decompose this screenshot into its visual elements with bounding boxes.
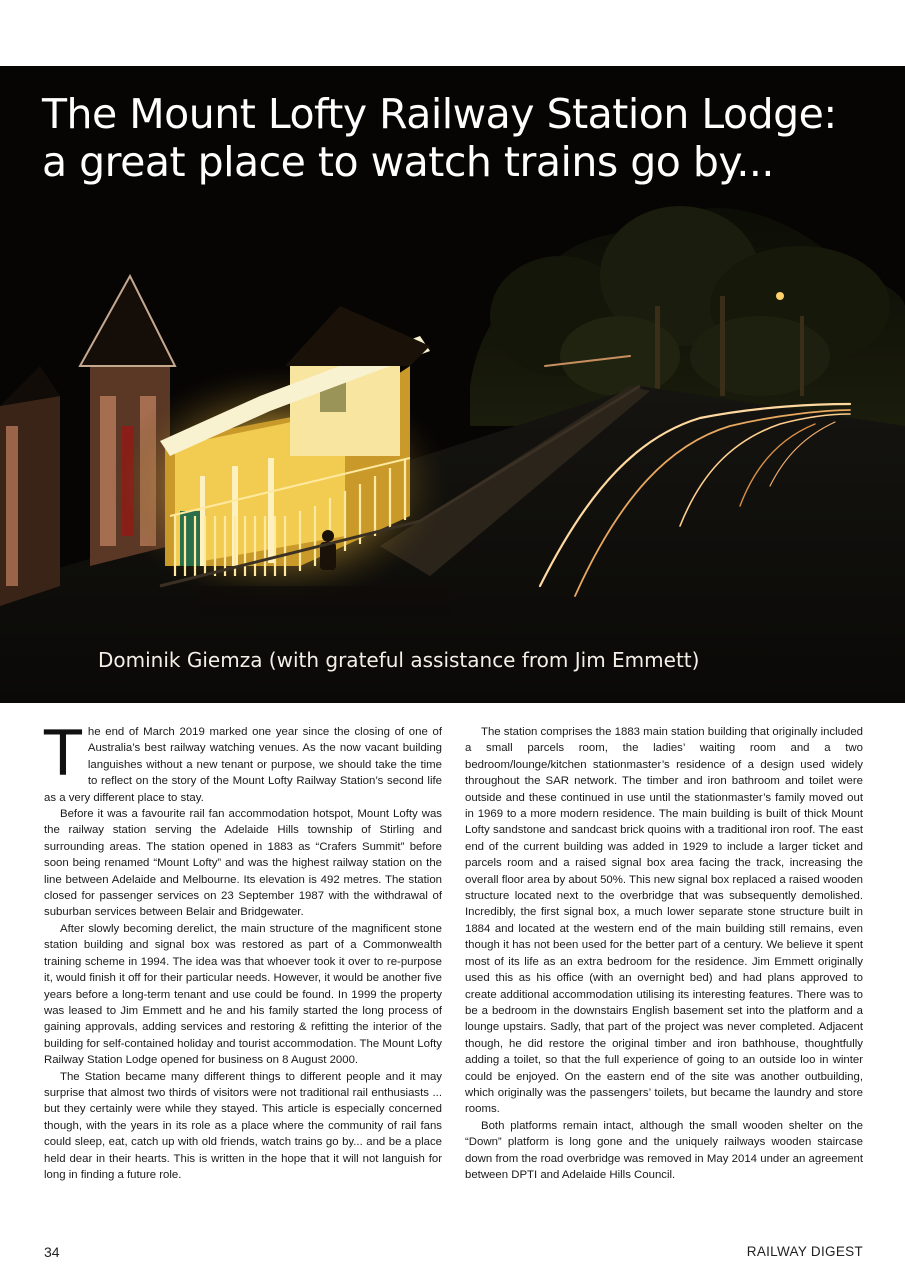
page-number: 34 <box>44 1244 60 1260</box>
headline-line-1: The Mount Lofty Railway Station Lodge: <box>42 90 837 138</box>
magazine-name: RAILWAY DIGEST <box>746 1244 863 1259</box>
paragraph-text: he end of March 2019 marked one year since the closing of one of Australia’s best railway watching venues. As the now vacant building languishes without a new tenant or purpose, we should take the time to reflect on the story of the Mount Lofty Railway Station’s second life as a very different place to stay. <box>44 726 442 804</box>
hero-photo <box>0 66 905 703</box>
author-byline: Dominik Giemza (with grateful assistance from Jim Emmett) <box>98 648 700 672</box>
headline-line-2: a great place to watch trains go by... <box>42 138 774 186</box>
paragraph: The station comprises the 1883 main station building that originally included a small parcels room, the ladies’ waiting room and a two bedroom/lounge/kitchen stationmaster’s residence of a design used widely throughout the SAR network. The timber and iron bathroom and toilet were outside and these continued in use until the stationmaster’s family moved out in 1969 to a more modern residence. The main building is built of thick Mount Lofty sandstone and sandcast brick quoins with a traditional iron roof. The east end of the current building was added in 1929 to include a larger ticket and parcels room and a raised signal box area facing the track, increasing the overall floor area by about 50%. This new signal box replaced a raised wooden structure located next to the overbridge that was subsequently demolished. Incredibly, the first signal box, a much lower separate stone structure built in 1884 and located at the western end of the main building still remains, even though it has not been used for the better part of a century. We believe it spent most of its life as an extra bedroom for the residence. Jim Emmett originally used this as his office (with an overnight bed) and had plans approved to create additional accommodation utilising its interesting features. There was to be a bedroom in the downstairs English basement set into the platform and a lounge upstairs. Sadly, that part of the project was never completed. Adjacent though, he did restore the original timber and iron bathhouse, thoughtfully adding a toilet, so that the full experience of going to an outside loo in winter could be enjoyed. On the eastern end of the site was another outbuilding, which originally was the passengers’ toilets, but became the laundry and store rooms. <box>465 726 863 1116</box>
article-headline <box>42 90 837 186</box>
paragraph: Before it was a favourite rail fan accommodation hotspot, Mount Lofty was the railway station serving the Adelaide Hills township of Stirling and surrounding areas. The station opened in 1883 as “Crafers Summit” before soon being renamed “Mount Lofty” and was the highest railway station on the line between Adelaide and Melbourne. Its elevation is 492 metres. The station closed for passenger services on 23 September 1987 with the withdrawal of suburban services between Belair and Bridgewater. <box>44 808 442 919</box>
paragraph: After slowly becoming derelict, the main structure of the magnificent stone station building and signal box was restored as part of a Commonwealth training scheme in 1994. The idea was that whoever took it over to re-purpose it, would finish it off for their particular needs. However, it would be another five years before a long-term tenant and use could be found. In 1999 the property was leased to Jim Emmett and he and his family started the long process of gaining approvals, adding services and restoring & refitting the interior of the building for self-contained holiday and tourist accommodation. The Mount Lofty Railway Station Lodge opened for business on 8 August 2000. <box>44 922 442 1067</box>
article-column-left <box>44 717 442 1183</box>
paragraph: The Station became many different things to different people and it may surprise that almost two thirds of visitors were not traditional rail enthusiasts ... but they certainly were while they stayed. This article is especially concerned though, with the years in its role as a place where the community of rail fans could sleep, eat, catch up with old friends, watch trains go by... and be a place held dear in their hearts. This is written in the hope that it will not languish for long in finding a future role. <box>44 1070 442 1181</box>
paragraph: Both platforms remain intact, although the small wooden shelter on the “Down” platform is long gone and the uniquely railways wooden staircase down from the road overbridge was removed in May 2014 under an agreement between DPTI and Adelaide Hills Council. <box>465 1119 863 1181</box>
article-column-right <box>465 724 863 1183</box>
paragraph <box>44 717 442 806</box>
drop-cap: T <box>44 717 82 790</box>
